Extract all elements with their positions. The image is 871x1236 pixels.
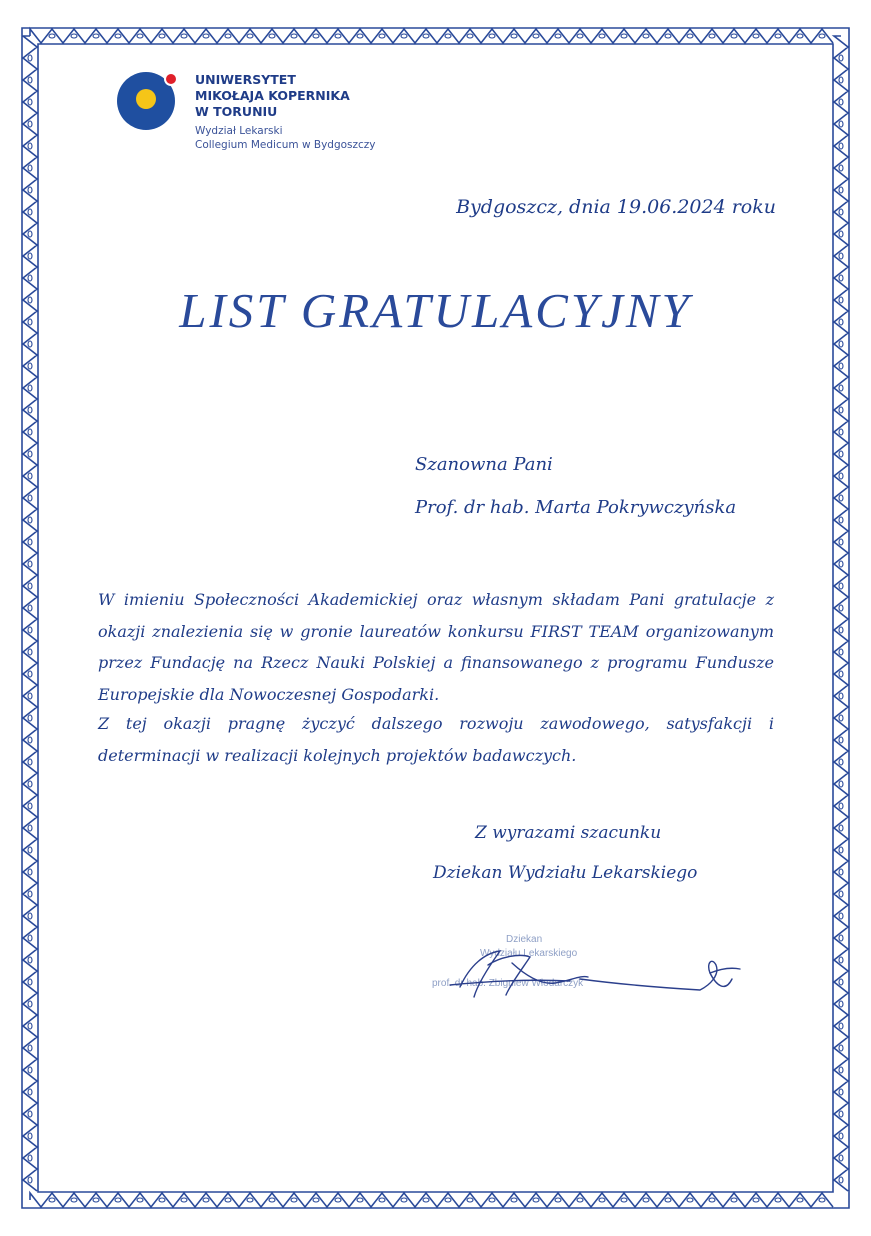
faculty-name: Wydział Lekarski Collegium Medicum w Bydgoszczy (195, 125, 376, 151)
stamp-line-2: Wydziału Lekarskiego (480, 948, 578, 959)
signatory-title: Dziekan Wydziału Lekarskiego (433, 863, 698, 883)
body-paragraph-2: Z tej okazji pragnę życzyć dalszego rozwoju zawodowego, satysfakcji i determinacji w realizacji kolejnych projektów badawczych. (98, 714, 774, 765)
university-emblem-icon (115, 66, 181, 132)
handwritten-signature (430, 935, 760, 1010)
university-logo (115, 66, 415, 166)
stamp-line-3: prof. dr hab. Zbigniew Włodarczyk (432, 978, 584, 989)
letter-title: LIST GRATULACYJNY (179, 283, 692, 338)
body-paragraph-1: W imieniu Społeczności Akademickiej oraz własnym składam Pani gratulacje z okazji znalezienia się w gronie laureatów konkursu FIRST TEAM organizowanym przez Fundację na Rzecz Nauki Polskiej a finansowanego z programu Fundusze Europejskie dla Nowoczesnej Gospodarki. (98, 590, 774, 704)
date-line: Bydgoszcz, dnia 19.06.2024 roku (456, 196, 776, 218)
stamp-line-1: Dziekan (506, 934, 543, 945)
salutation: Szanowna Pani (415, 454, 553, 475)
closing-phrase: Z wyrazami szacunku (475, 823, 662, 843)
recipient-name: Prof. dr hab. Marta Pokrywczyńska (415, 497, 737, 518)
university-name: UNIWERSYTET MIKOŁAJA KOPERNIKA W TORUNIU (195, 72, 350, 119)
